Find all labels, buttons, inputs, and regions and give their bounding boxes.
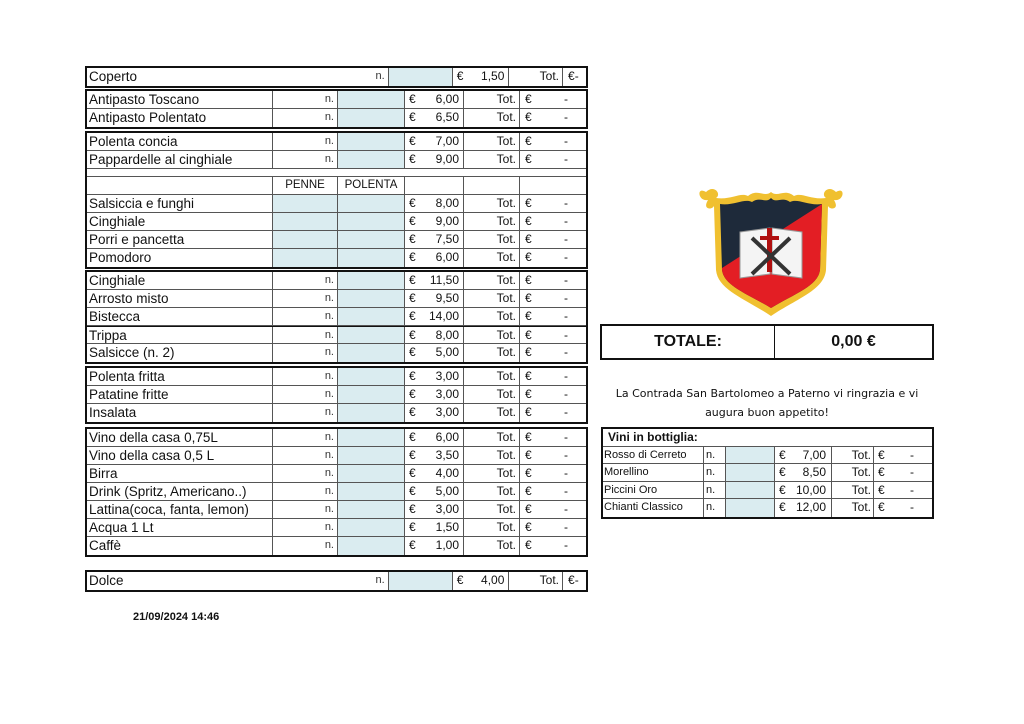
line-total: € - <box>525 328 568 342</box>
polenta-qty-input[interactable] <box>338 213 405 230</box>
price: € 1,00 <box>405 537 464 555</box>
line-total: € - <box>525 345 568 359</box>
wine-name: Morellino <box>603 464 704 481</box>
totale-label: TOTALE: <box>602 326 775 358</box>
penne-qty-input[interactable] <box>273 213 338 230</box>
price: € 6,00 <box>405 249 464 267</box>
line-total: € - <box>525 466 568 480</box>
wine-name: Piccini Oro <box>603 482 704 499</box>
menu-row <box>87 386 586 404</box>
menu-row <box>87 429 586 447</box>
price: € 3,00 <box>405 501 464 518</box>
vini-title-row <box>603 429 932 447</box>
price: € 7,50 <box>405 231 464 248</box>
menu-row <box>87 213 586 231</box>
wine-name: Chianti Classico <box>603 499 704 517</box>
menu-row <box>87 465 586 483</box>
item-name: Dolce <box>89 573 124 588</box>
tot-label: Tot. <box>464 290 520 307</box>
tot-label: Tot. <box>832 447 874 464</box>
price: € 5,00 <box>405 344 464 362</box>
price: € 11,50 <box>405 272 464 289</box>
price: € 8,00 <box>405 195 464 212</box>
qty-input[interactable] <box>338 272 405 289</box>
price: € 9,00 <box>405 213 464 230</box>
tot-label: Tot. <box>464 429 520 446</box>
item-name: Salsicce (n. 2) <box>87 344 273 362</box>
item-name: Polenta concia <box>87 133 273 150</box>
qty-prefix: n. <box>273 290 338 307</box>
price: € 6,50 <box>405 109 464 127</box>
item-name: Porri e pancetta <box>87 231 273 248</box>
qty-prefix: n. <box>273 308 338 325</box>
tot-label: Tot. <box>464 465 520 482</box>
menu-row <box>87 537 586 555</box>
menu-row <box>87 447 586 465</box>
tot-label: Tot. <box>464 151 520 168</box>
qty-prefix: n. <box>327 572 389 590</box>
line-total: € - <box>878 465 914 479</box>
menu-row <box>87 68 586 86</box>
qty-input[interactable] <box>338 368 405 385</box>
qty-input[interactable] <box>338 429 405 446</box>
line-total: € - <box>525 152 568 166</box>
qty-prefix: n. <box>273 91 338 108</box>
tot-label: Tot. <box>832 499 874 517</box>
menu-row <box>87 249 586 267</box>
line-total: € - <box>525 92 568 106</box>
qty-input[interactable] <box>338 308 405 325</box>
totale-box <box>600 324 934 360</box>
tot-label: Tot. <box>509 68 563 86</box>
tot-label: Tot. <box>464 249 520 267</box>
thanks-line-1: La Contrada San Bartolomeo a Paterno vi ringrazia e vi <box>615 387 919 400</box>
penne-header: PENNE <box>273 177 338 194</box>
line-total: € - <box>525 110 568 124</box>
line-total: € - <box>525 309 568 323</box>
price: € 7,00 <box>405 133 464 150</box>
price: € 14,00 <box>405 308 464 325</box>
price: € 3,50 <box>405 447 464 464</box>
item-name: Trippa <box>87 327 273 343</box>
price: € 3,00 <box>405 368 464 385</box>
item-name: Polenta fritta <box>87 368 273 385</box>
qty-prefix: n. <box>273 327 338 343</box>
header-empty <box>87 177 273 194</box>
penne-qty-input[interactable] <box>273 231 338 248</box>
primi-block <box>85 131 588 269</box>
qty-prefix: n. <box>273 501 338 518</box>
line-total: € - <box>525 214 568 228</box>
tot-label: Tot. <box>464 231 520 248</box>
price: € 8,50 <box>775 464 832 481</box>
qty-prefix: n. <box>273 368 338 385</box>
spacer-row <box>87 169 586 177</box>
menu-row <box>87 91 586 109</box>
timestamp: 21/09/2024 14:46 <box>133 611 220 623</box>
price: € 5,00 <box>405 483 464 500</box>
menu-row <box>87 501 586 519</box>
header-empty <box>464 177 520 194</box>
line-total: € - <box>525 484 568 498</box>
tot-label: Tot. <box>464 537 520 555</box>
coperto-block <box>85 66 588 88</box>
item-name: Pomodoro <box>87 249 273 267</box>
item-name: Patatine fritte <box>87 386 273 403</box>
menu-row <box>87 368 586 386</box>
item-name: Pappardelle al cinghiale <box>87 151 273 168</box>
line-total: € - <box>525 134 568 148</box>
tot-label: Tot. <box>832 482 874 499</box>
item-name: Vino della casa 0,5 L <box>87 447 273 464</box>
qty-input[interactable] <box>726 447 775 464</box>
item-name: Lattina(coca, fanta, lemon) <box>87 501 273 518</box>
tot-label: Tot. <box>509 572 563 590</box>
item-name: Bistecca <box>87 308 273 325</box>
tot-label: Tot. <box>464 272 520 289</box>
qty-input[interactable] <box>726 499 775 517</box>
thanks-line-2: augura buon appetito! <box>705 406 829 419</box>
line-total: € - <box>568 69 579 83</box>
thanks-message <box>600 384 934 422</box>
line-total: € - <box>525 520 568 534</box>
line-total: € - <box>525 405 568 419</box>
line-total: € - <box>525 250 568 264</box>
item-name: Salsiccia e funghi <box>87 195 273 212</box>
qty-input[interactable] <box>389 572 453 590</box>
qty-prefix: n. <box>273 272 338 289</box>
line-total: € - <box>878 482 914 497</box>
qty-input[interactable] <box>338 91 405 108</box>
tot-label: Tot. <box>464 519 520 536</box>
qty-input[interactable] <box>338 447 405 464</box>
tot-label: Tot. <box>464 327 520 343</box>
menu-row <box>87 151 586 169</box>
menu-row <box>87 133 586 151</box>
menu-row <box>87 109 586 127</box>
item-name: Arrosto misto <box>87 290 273 307</box>
qty-input[interactable] <box>338 290 405 307</box>
item-name: Antipasto Toscano <box>87 91 273 108</box>
qty-input[interactable] <box>338 151 405 168</box>
price: € 8,00 <box>405 327 464 343</box>
price: € 1,50 <box>405 519 464 536</box>
line-total: € - <box>525 196 568 210</box>
tot-label: Tot. <box>464 91 520 108</box>
contrada-crest-icon <box>694 180 848 320</box>
price: € 9,50 <box>405 290 464 307</box>
tot-label: Tot. <box>464 195 520 212</box>
qty-prefix: n. <box>273 151 338 168</box>
polenta-qty-input[interactable] <box>338 231 405 248</box>
qty-input[interactable] <box>726 464 775 481</box>
qty-input[interactable] <box>389 68 453 86</box>
menu-row <box>87 290 586 308</box>
price: € 7,00 <box>775 447 832 464</box>
tot-label: Tot. <box>464 368 520 385</box>
price: € 3,00 <box>405 386 464 403</box>
menu-row <box>87 326 586 344</box>
line-total: € - <box>525 448 568 462</box>
qty-prefix: n. <box>704 447 726 464</box>
item-name: Drink (Spritz, Americano..) <box>87 483 273 500</box>
qty-prefix: n. <box>273 447 338 464</box>
line-total: € - <box>525 369 568 383</box>
price: € 4,00 <box>453 572 510 590</box>
tot-label: Tot. <box>464 501 520 518</box>
tot-label: Tot. <box>464 447 520 464</box>
tot-label: Tot. <box>464 404 520 422</box>
line-total: € - <box>525 387 568 401</box>
qty-prefix: n. <box>273 465 338 482</box>
vini-row <box>603 482 932 500</box>
qty-prefix: n. <box>704 464 726 481</box>
item-name: Insalata <box>87 404 273 422</box>
item-name: Vino della casa 0,75L <box>87 429 273 446</box>
line-total: € - <box>525 430 568 444</box>
qty-prefix: n. <box>273 483 338 500</box>
qty-input[interactable] <box>338 501 405 518</box>
antipasti-block <box>85 89 588 129</box>
qty-prefix: n. <box>704 499 726 517</box>
header-empty <box>520 177 586 194</box>
qty-prefix: n. <box>273 404 338 422</box>
qty-prefix: n. <box>273 429 338 446</box>
tot-label: Tot. <box>464 386 520 403</box>
price: € 4,00 <box>405 465 464 482</box>
line-total: € - <box>525 232 568 246</box>
tot-label: Tot. <box>464 109 520 127</box>
menu-row <box>87 519 586 537</box>
menu-row <box>87 231 586 249</box>
tot-label: Tot. <box>464 308 520 325</box>
price: € 9,00 <box>405 151 464 168</box>
menu-row <box>87 344 586 362</box>
vini-row <box>603 499 932 517</box>
item-name: Birra <box>87 465 273 482</box>
menu-row <box>87 308 586 326</box>
dolce-block <box>85 570 588 592</box>
item-name: Cinghiale <box>87 272 273 289</box>
secondi-block <box>85 270 588 364</box>
item-name: Cinghiale <box>87 213 273 230</box>
line-total: € - <box>525 538 568 552</box>
penne-polenta-header <box>87 177 586 195</box>
menu-row <box>87 404 586 422</box>
qty-input[interactable] <box>338 465 405 482</box>
price: € 3,00 <box>405 404 464 422</box>
wine-name: Rosso di Cerreto <box>603 447 704 464</box>
qty-input[interactable] <box>338 519 405 536</box>
tot-label: Tot. <box>464 213 520 230</box>
totale-value: 0,00 € <box>831 333 876 350</box>
vini-row <box>603 447 932 465</box>
vini-bottiglia-table <box>601 427 934 519</box>
price: € 6,00 <box>405 429 464 446</box>
tot-label: Tot. <box>464 133 520 150</box>
price: € 12,00 <box>775 499 832 517</box>
qty-prefix: n. <box>273 537 338 555</box>
qty-input[interactable] <box>338 483 405 500</box>
menu-row <box>87 272 586 290</box>
contorni-block <box>85 366 588 424</box>
tot-label: Tot. <box>464 344 520 362</box>
qty-input[interactable] <box>338 404 405 422</box>
qty-input[interactable] <box>726 482 775 499</box>
qty-input[interactable] <box>338 133 405 150</box>
polenta-header: POLENTA <box>338 177 405 194</box>
qty-input[interactable] <box>338 386 405 403</box>
header-empty <box>405 177 464 194</box>
qty-prefix: n. <box>273 386 338 403</box>
qty-input[interactable] <box>338 109 405 127</box>
qty-prefix: n. <box>704 482 726 499</box>
qty-input[interactable] <box>338 327 405 343</box>
price: € 10,00 <box>775 482 832 499</box>
price: € 1,50 <box>453 68 510 86</box>
qty-input[interactable] <box>338 344 405 362</box>
qty-input[interactable] <box>338 537 405 555</box>
tot-label: Tot. <box>832 464 874 481</box>
line-total: € - <box>525 273 568 287</box>
polenta-qty-input[interactable] <box>338 249 405 267</box>
line-total: € - <box>525 291 568 305</box>
line-total: € - <box>878 500 914 514</box>
menu-row <box>87 572 586 590</box>
qty-prefix: n. <box>273 109 338 127</box>
qty-prefix: n. <box>327 68 389 86</box>
line-total: € - <box>568 573 579 587</box>
qty-prefix: n. <box>273 133 338 150</box>
polenta-qty-input[interactable] <box>338 195 405 212</box>
bevande-block <box>85 427 588 557</box>
tot-label: Tot. <box>464 483 520 500</box>
vini-title: Vini in bottiglia: <box>608 430 698 444</box>
item-name: Coperto <box>89 69 138 84</box>
line-total: € - <box>525 502 568 516</box>
item-name: Caffè <box>87 537 273 555</box>
menu-row <box>87 483 586 501</box>
qty-prefix: n. <box>273 519 338 536</box>
item-name: Acqua 1 Lt <box>87 519 273 536</box>
menu-row <box>87 195 586 213</box>
item-name: Antipasto Polentato <box>87 109 273 127</box>
penne-qty-input[interactable] <box>273 249 338 267</box>
price: € 6,00 <box>405 91 464 108</box>
penne-qty-input[interactable] <box>273 195 338 212</box>
line-total: € - <box>878 447 914 462</box>
vini-row <box>603 464 932 482</box>
qty-prefix: n. <box>273 344 338 362</box>
